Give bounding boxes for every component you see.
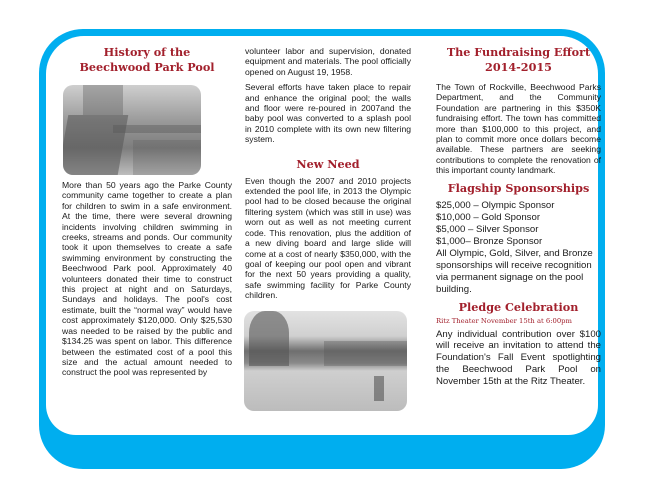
history-body-text: More than 50 years ago the Parke County community came together to create a plan for children to swim in a safe environment. At the time, there were several drowning incidents involving children swimming in creeks, streams and ponds. Our community took it upon themselves to create a safe swimming environment by constructing the Beechwood Park pool. Approximately 40 volunteers donated their time to construct this project at night and on Saturdays, Sundays and holidays. The pool's cost estimate, built the “normal way” would have cost approximately $120,000. Only $25,530 was needed to be raised by the public and $134.25 was spent on labor. This difference between the estimated cost of a pool this size and the actual amount needed to construct the pool was represented by bbox=[62, 180, 232, 378]
sponsorship-list bbox=[436, 200, 601, 248]
fundraising-column bbox=[436, 45, 601, 388]
new-need-text: Even though the 2007 and 2010 projects extended the pool life, in 2013 the Olympic pool had to be closed because the original filtering system (which was still in use) was worn out as well as not meeting current code. This renovation, plus the addition of a new diving board and large slide will come at a cost of nearly $350,000, with the goal of keeping our pool open and vibrant for the next 50 years providing a quality, safe swimming facility for Parke County children. bbox=[245, 175, 411, 301]
sponsorships-heading: Flagship Sponsorships bbox=[447, 180, 590, 195]
sponsorship-note: All Olympic, Gold, Silver, and Bronze sponsorships will receive recognition via permanent signage on the pool building. bbox=[436, 247, 593, 295]
pool-with-swimmers-photo bbox=[244, 311, 407, 411]
pledge-text: Any individual contribution over $100 will receive an invitation to attend the Foundation's Fall Event spotlighting the Beechwood Park Pool on November 15th at the Ritz Theater. bbox=[436, 328, 601, 387]
sponsorship-bronze: $1,000– Bronze Sponsor bbox=[436, 235, 543, 247]
sponsorship-gold: $10,000 – Gold Sponsor bbox=[436, 211, 541, 223]
historic-pool-construction-photo bbox=[63, 85, 201, 175]
pledge-subheading: Ritz Theater November 15th at 6:00pm bbox=[436, 316, 572, 325]
history-heading-line2: Beechwood Park Pool bbox=[79, 60, 215, 74]
sponsorship-silver: $5,000 – Silver Sponsor bbox=[436, 223, 539, 235]
fundraising-heading-line1: The Fundraising Effort bbox=[446, 45, 591, 59]
pledge-heading: Pledge Celebration bbox=[458, 299, 579, 314]
fundraising-heading bbox=[436, 45, 601, 75]
history-column bbox=[62, 45, 232, 378]
fundraising-text: The Town of Rockville, Beechwood Parks Department, and the Community Foundation are partnering in this $350K fundraising effort. The town has committed more than $100,000 to this project, and plan to commit more once dollars become available. These partners are seeking contributions to complete the renovation of this important county landmark. bbox=[436, 82, 601, 176]
sponsorship-olympic: $25,000 – Olympic Sponsor bbox=[436, 199, 555, 211]
fundraising-heading-line2: 2014-2015 bbox=[485, 60, 552, 74]
repairs-text: Several efforts have taken place to repair and enhance the original pool; the walls and floor were re-poured in 2007and the baby pool was converted to a splash pool in 2010 complete with its own new filtering system. bbox=[245, 82, 411, 145]
history-continued-text: volunteer labor and supervision, donated equipment and materials. The pool officially opened on August 19, 1958. bbox=[245, 46, 411, 77]
new-need-column bbox=[245, 46, 411, 301]
new-need-heading: New Need bbox=[296, 156, 360, 171]
history-heading bbox=[62, 45, 232, 75]
history-heading-line1: History of the bbox=[103, 45, 191, 59]
